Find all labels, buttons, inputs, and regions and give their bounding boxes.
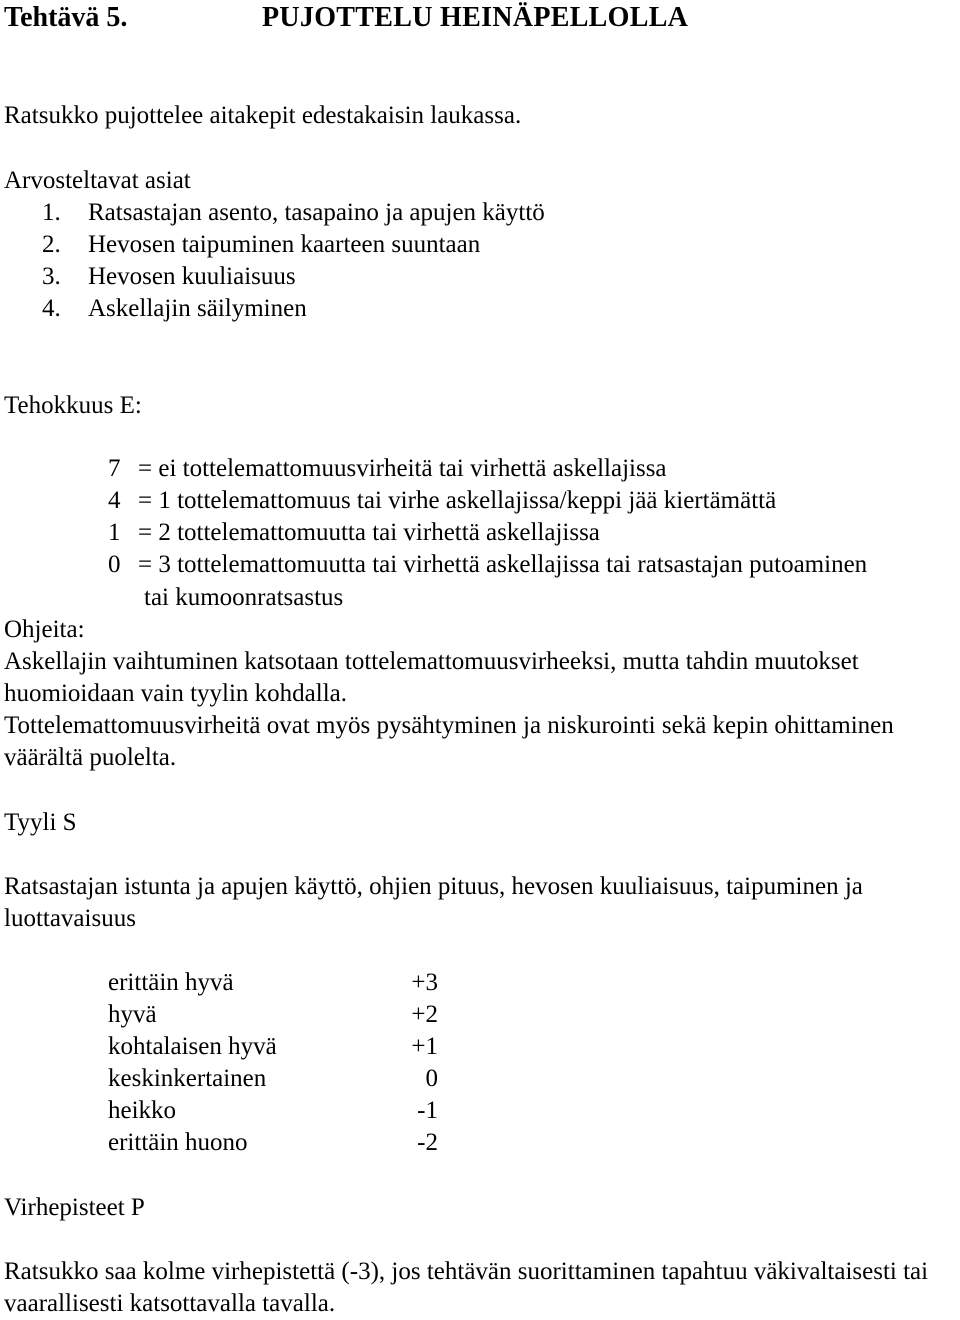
criteria-item-text: Ratsastajan asento, tasapaino ja apujen käyttö [88,199,545,226]
efficiency-heading: Tehokkuus E: [4,392,142,419]
grade-label: keskinkertainen [108,1065,267,1092]
efficiency-score: 1 [108,519,121,546]
efficiency-text: = 2 tottelemattomuutta tai virhettä askellajissa [138,519,600,546]
criteria-item [4,261,296,293]
criteria-item-number: 4. [42,295,61,322]
efficiency-row [108,549,867,581]
efficiency-score: 4 [108,487,121,514]
grade-label: hyvä [108,1001,157,1028]
grade-value: +1 [411,1033,438,1060]
intro-text: Ratsukko pujottelee aitakepit edestakaisin laukassa. [4,102,522,129]
criteria-item [4,229,480,261]
criteria-item-number: 3. [42,263,61,290]
criteria-item-number: 1. [42,199,61,226]
criteria-item-number: 2. [42,231,61,258]
grade-label: erittäin hyvä [108,969,234,996]
criteria-item-text: Hevosen kuuliaisuus [88,263,296,290]
grade-value: +3 [411,969,438,996]
grade-row [108,967,438,999]
grade-label: heikko [108,1097,177,1124]
style-heading: Tyyli S [4,809,77,836]
grade-row [108,999,438,1031]
criteria-item-text: Askellajin säilyminen [88,295,307,322]
grade-value: -1 [417,1097,438,1124]
grade-value: +2 [411,1001,438,1028]
grade-label: erittäin huono [108,1129,248,1156]
criteria-item [4,197,545,229]
efficiency-text: = 3 tottelemattomuutta tai virhettä askellajissa tai ratsastajan putoaminen [138,551,868,578]
efficiency-text: = ei tottelemattomuusvirheitä tai virhettä askellajissa [138,455,667,482]
efficiency-row [108,485,776,517]
task-title: PUJOTTELU HEINÄPELLOLLA [262,2,689,33]
instructions-heading: Ohjeita: [4,616,85,643]
efficiency-continuation: tai kumoonratsastus [144,584,344,611]
grade-value: 0 [425,1065,438,1092]
criteria-item [4,293,307,325]
grade-value: -2 [417,1129,438,1156]
style-description: Ratsastajan istunta ja apujen käyttö, ohjien pituus, hevosen kuuliaisuus, taipuminen ja luottavaisuus [4,873,863,932]
grade-row [108,1095,438,1127]
task-number: Tehtävä 5. [4,2,128,33]
grade-label: kohtalaisen hyvä [108,1033,277,1060]
criteria-heading: Arvosteltavat asiat [4,167,191,194]
grade-row [108,1031,438,1063]
penalty-text: Ratsukko saa kolme virhepistettä (-3), jos tehtävän suorittaminen tapahtuu väkivaltaisesti tai vaarallisesti katsottavalla tavalla. [4,1258,929,1317]
penalty-heading: Virhepisteet P [4,1194,145,1221]
efficiency-row [108,517,600,549]
grade-row [108,1127,438,1159]
instructions-paragraph: Tottelemattomuusvirheitä ovat myös pysähtyminen ja niskurointi sekä kepin ohittaminen väärältä puolelta. [4,712,894,771]
grade-row [108,1063,438,1095]
efficiency-text: = 1 tottelemattomuus tai virhe askellajissa/keppi jää kiertämättä [138,487,777,514]
efficiency-score: 0 [108,551,121,578]
criteria-item-text: Hevosen taipuminen kaarteen suuntaan [88,231,481,258]
instructions-paragraph: Askellajin vaihtuminen katsotaan tottelemattomuusvirheeksi, mutta tahdin muutokset huomioidaan vain tyylin kohdalla. [4,648,859,707]
efficiency-score: 7 [108,455,121,482]
efficiency-row [108,453,667,485]
